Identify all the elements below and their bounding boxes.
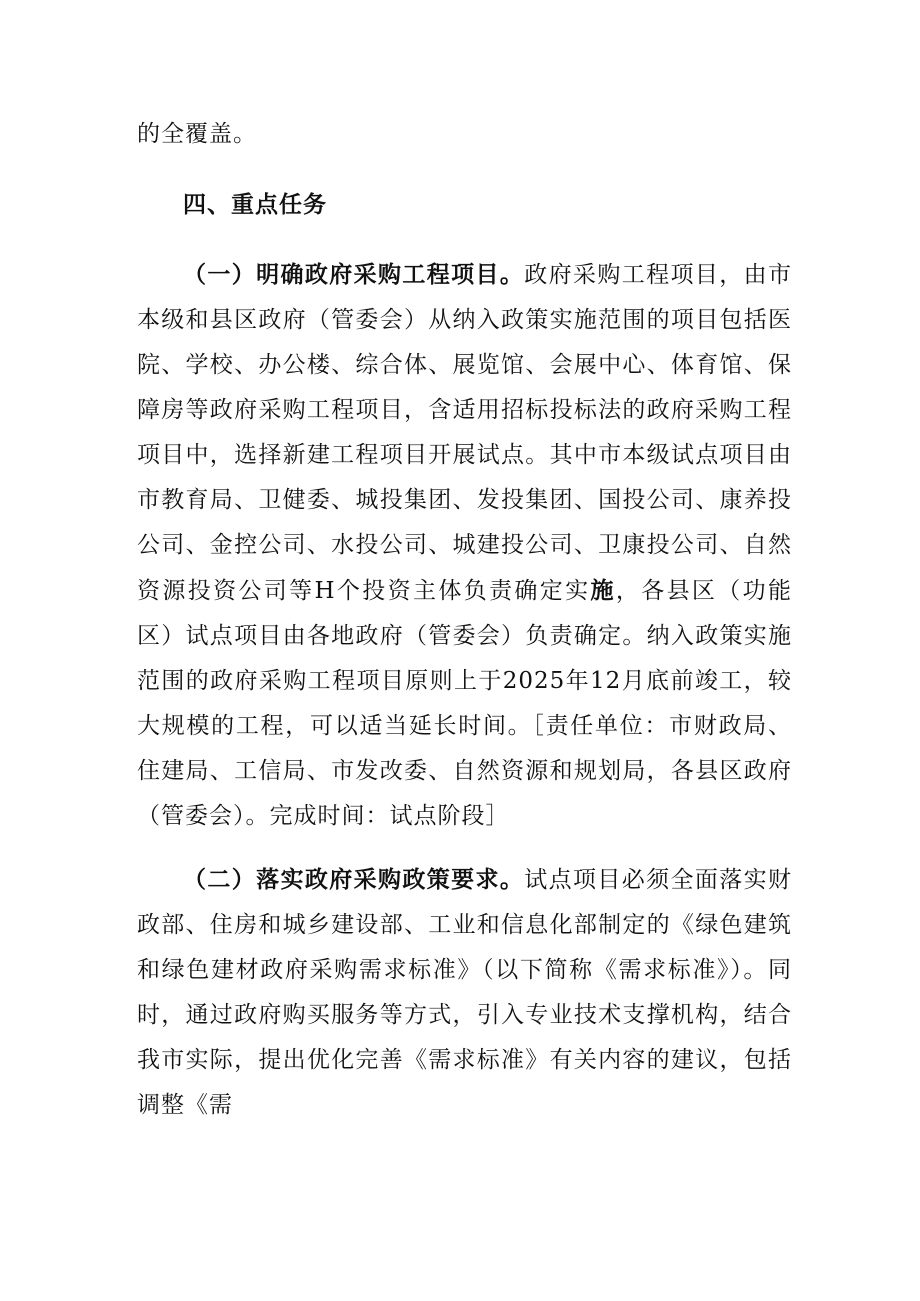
paragraph-1-bold-char: 施 (590, 577, 616, 604)
paragraph-2 (137, 857, 792, 1128)
paragraph-1 (137, 252, 792, 839)
paragraph-1-body-a: 政府采购工程项目，由市本级和县区政府（管委会）从纳入政策实施范围的项目包括医院、学校、办公楼、综合体、展览馆、会展中心、体育馆、保障房等政府采购工程项目，含适用招标投标法的政府采购工程项目中，选择新建工程项目开展试点。其中市本级试点项目由市教育局、卫健委、城投集团、发投集团、国投公司、康养投公司、金控公司、水投公司、城建投公司、卫康投公司、自然资源投资公司等H个投资主体负责确定实 (137, 262, 792, 604)
paragraph-1-lead: （一）明确政府采购工程项目。 (183, 261, 525, 288)
continuation-text: 的全覆盖。 (137, 121, 257, 147)
section-heading: 四、重点任务 (183, 191, 327, 218)
paragraph-2-body: 试点项目必须全面落实财政部、住房和城乡建设部、工业和信息化部制定的《绿色建筑和绿色建材政府采购需求标准》（以下简称《需求标准》）。同时，通过政府购买服务等方式，引入专业技术支撑机构，结合我市实际，提出优化完善《需求标准》有关内容的建议，包括调整《需 (137, 867, 792, 1118)
paragraph-1-body-b: ，各县区（功能区）试点项目由各地政府（管委会）负责确定。纳入政策实施范围的政府采购工程项目原则上于2025年12月底前竣工，较大规模的工程，可以适当延长时间。［责任单位：市财政局、住建局、工信局、市发改委、自然资源和规划局，各县区政府（管委会）。完成时间：试点阶段］ (137, 578, 793, 829)
paragraph-2-lead: （二）落实政府采购政策要求。 (183, 866, 525, 893)
